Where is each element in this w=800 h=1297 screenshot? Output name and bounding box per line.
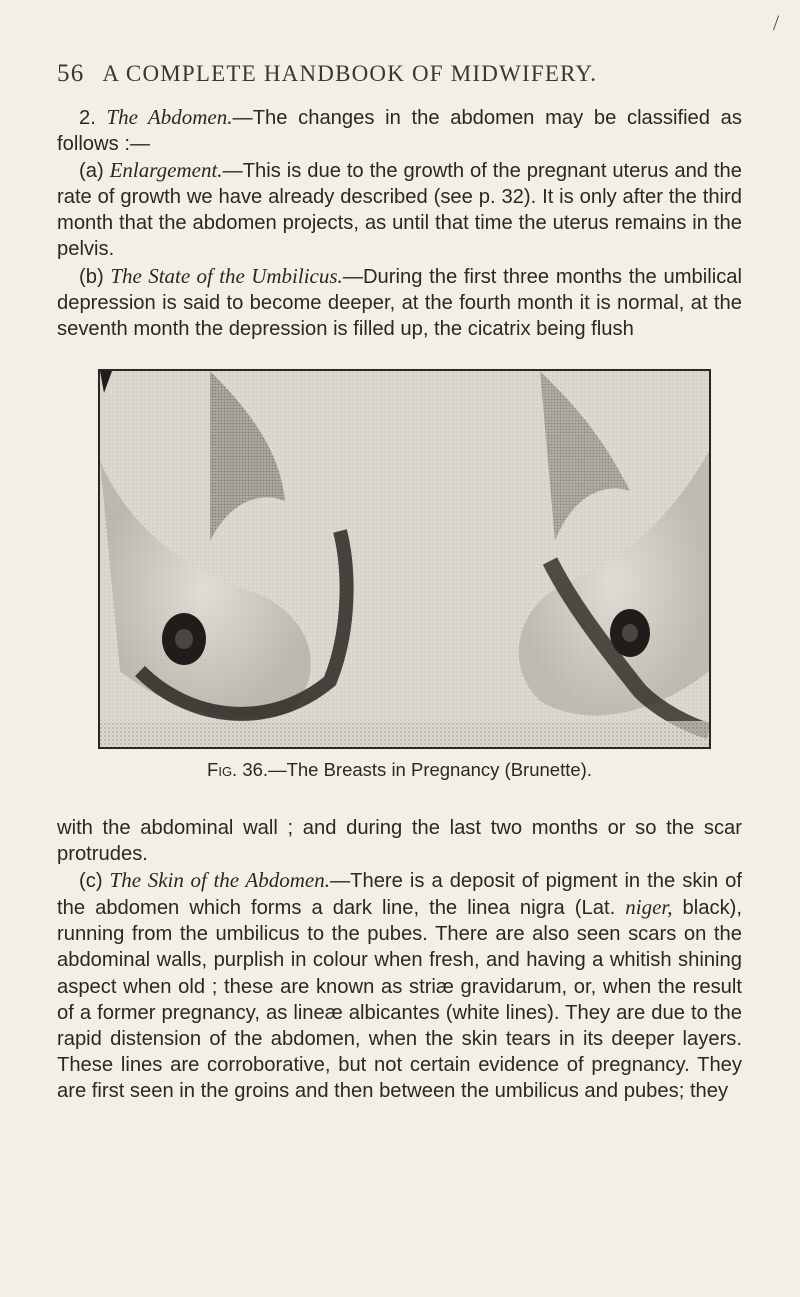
item-heading: The State of the Umbilicus. [110, 263, 343, 288]
figure-caption [57, 759, 742, 781]
figure-illustration [98, 369, 711, 749]
item-heading: Enlargement. [109, 158, 223, 183]
corner-mark: / [773, 10, 780, 35]
paragraph-text: with the abdominal wall ; and during the last two months or so the scar protrudes. [57, 817, 742, 866]
paragraph-enlargement [57, 157, 742, 262]
breasts-illustration [100, 371, 709, 747]
item-marker: (b) [79, 265, 111, 288]
latin-term: niger, [625, 895, 673, 920]
section-number: 2. [79, 107, 107, 129]
paragraph-text: —The changes in the abdomen may be classified as follows :— [57, 107, 742, 156]
page-number: 56 [57, 60, 85, 87]
paragraph-text: black), running from the umbilicus to the pubes. There are also seen scars on the abdominal walls, purplish in colour when fresh, and having a whitish shining aspect when old ; these are known as striæ gravidarum, or, when the result of a former pregnancy, as lineæ albicantes (white lines). They are due to the rapid distension of the abdomen, when the skin tears in its deeper layers. These lines are corroborative, but not certain evidence of pregnancy. They are first seen in the groins and then between the umbilicus and pubes; they [57, 897, 742, 1102]
text-block-top [57, 104, 742, 342]
section-heading: The Abdomen. [106, 105, 233, 129]
running-head [57, 60, 757, 88]
paragraph-umbilicus [57, 263, 742, 342]
paragraph-continued [57, 815, 742, 867]
figure-caption-text: —The Breasts in Pregnancy (Brunette). [268, 759, 592, 780]
book-title: A COMPLETE HANDBOOK OF MIDWIFERY. [102, 61, 598, 86]
item-marker: (c) [79, 870, 110, 893]
paragraph-text: —There is a deposit of pigment in the skin of the abdomen which forms a dark line, the linea nigra (Lat. [57, 870, 742, 920]
figure-label: Fig. 36. [207, 759, 269, 780]
text-block-bottom [57, 815, 742, 1104]
paragraph-text: —During the first three months the umbilical depression is said to become deeper, at the fourth month it is normal, at the seventh month the depression is filled up, the cicatrix being flush [57, 265, 743, 340]
item-heading: The Skin of the Abdomen. [109, 868, 330, 893]
paragraph-abdomen [57, 104, 742, 157]
paragraph-skin [57, 867, 742, 1104]
item-marker: (a) [79, 160, 110, 183]
paragraph-text: —This is due to the growth of the pregnant uterus and the rate of growth we have already described (see p. 32). It is only after the third month that the abdomen projects, as until that time the uterus remains in the pelvis. [57, 160, 742, 261]
